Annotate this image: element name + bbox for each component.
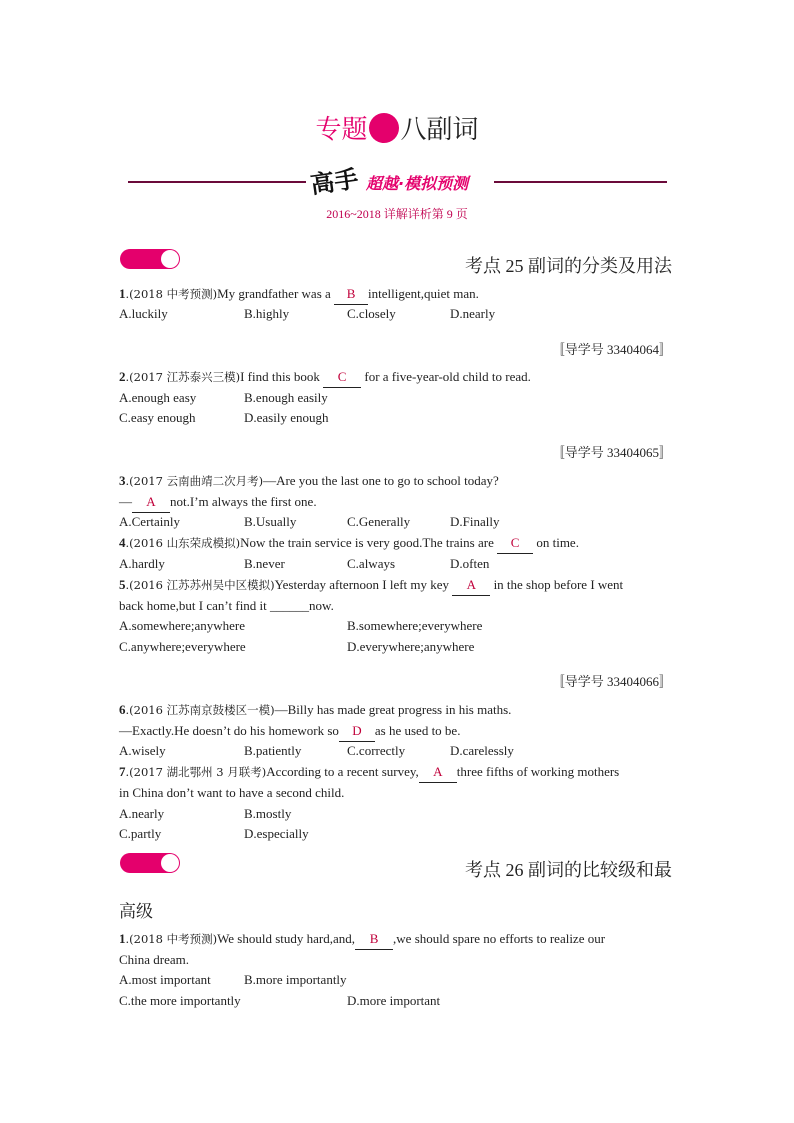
title-dot-icon [369,113,399,143]
title-suffix: 八副词 [400,115,479,145]
section-title-26-cont: 高级 [119,902,153,922]
banner-left-rule [128,181,306,183]
option-a: A.enough easy [119,390,197,405]
question-3: 3.(2017 云南曲靖二次月考)—Are you the last one to go to school today? [119,473,499,488]
banner-text: 超越·模拟预测 [366,174,469,193]
option-d: D.Finally [450,514,500,529]
section-toggle-icon [120,853,180,873]
option-b: B.mostly [244,806,292,821]
option-d: D.often [450,556,490,571]
option-c: C.correctly [347,743,406,758]
section-toggle-icon [120,249,180,269]
banner-logo: 高手 [308,163,361,200]
question-4: 4.(2016 山东荣成模拟)Now the train service is very good.The trains are C on time. [119,533,579,554]
option-b: B.somewhere;everywhere [347,618,483,633]
answer-blank: A [419,762,457,783]
option-a: A.most important [119,972,211,987]
guide-number: 〚导学号 33404066〛 [551,674,672,689]
question-7-line2: in China don’t want to have a second child. [119,785,345,800]
option-d: D.more important [347,993,441,1008]
page-title [0,112,794,148]
guide-number: 〚导学号 33404064〛 [551,342,672,357]
guide-number: 〚导学号 33404065〛 [551,445,672,460]
question-2: 2.(2017 江苏泰兴三模)I find this book C for a five-year-old child to read. [119,367,531,388]
option-a: A.nearly [119,806,165,821]
answer-blank: C [323,367,361,388]
option-c: C.easy enough [119,410,196,425]
option-d: D.nearly [450,306,496,321]
question-1: 1.(2018 中考预测)My grandfather was a B intelligent,quiet man. [119,284,479,305]
question-7: 7.(2017 湖北鄂州 3 月联考)According to a recent survey, A three fifths of working mothers [119,762,619,783]
answer-blank: B [334,284,368,305]
option-a: A.wisely [119,743,166,758]
option-b: B.enough easily [244,390,328,405]
option-b: B.never [244,556,285,571]
question-3-line2: — A not.I’m always the first one. [119,492,317,513]
answer-blank: D [339,721,375,742]
option-a: A.somewhere;anywhere [119,618,245,633]
option-b: B.Usually [244,514,297,529]
option-b: B.patiently [244,743,302,758]
question-6: 6.(2016 江苏南京鼓楼区一模)—Billy has made great progress in his maths. [119,702,512,717]
question-8-line2: China dream. [119,952,190,967]
question-6-line2: —Exactly.He doesn’t do his homework so D as he used to be. [119,721,460,742]
option-a: A.hardly [119,556,165,571]
banner-right-rule [494,181,667,183]
option-b: B.more importantly [244,972,347,987]
title-prefix: 专题 [315,115,368,145]
option-b: B.highly [244,306,290,321]
option-c: C.closely [347,306,396,321]
reference-page: 2016~2018 详解详析第 9 页 [326,207,468,221]
option-c: C.anywhere;everywhere [119,639,246,654]
question-8: 1.(2018 中考预测)We should study hard,and, B ,we should spare no efforts to realize our [119,929,605,950]
answer-blank: C [497,533,533,554]
answer-blank: B [355,929,393,950]
answer-blank: A [132,492,170,513]
option-c: C.the more importantly [119,993,241,1008]
section-title-26: 考点 26 副词的比较级和最 [465,860,672,880]
answer-blank: A [452,575,490,596]
option-d: D.easily enough [244,410,329,425]
question-5: 5.(2016 江苏苏州吴中区模拟)Yesterday afternoon I left my key A in the shop before I went [119,575,623,596]
option-d: D.everywhere;anywhere [347,639,475,654]
section-title-25: 考点 25 副词的分类及用法 [465,256,672,276]
option-a: A.luckily [119,306,168,321]
option-c: C.Generally [347,514,411,529]
option-a: A.Certainly [119,514,181,529]
option-d: D.carelessly [450,743,514,758]
option-c: C.always [347,556,396,571]
option-d: D.especially [244,826,309,841]
question-5-line2: back home,but I can’t find it ______now. [119,598,334,613]
option-c: C.partly [119,826,162,841]
